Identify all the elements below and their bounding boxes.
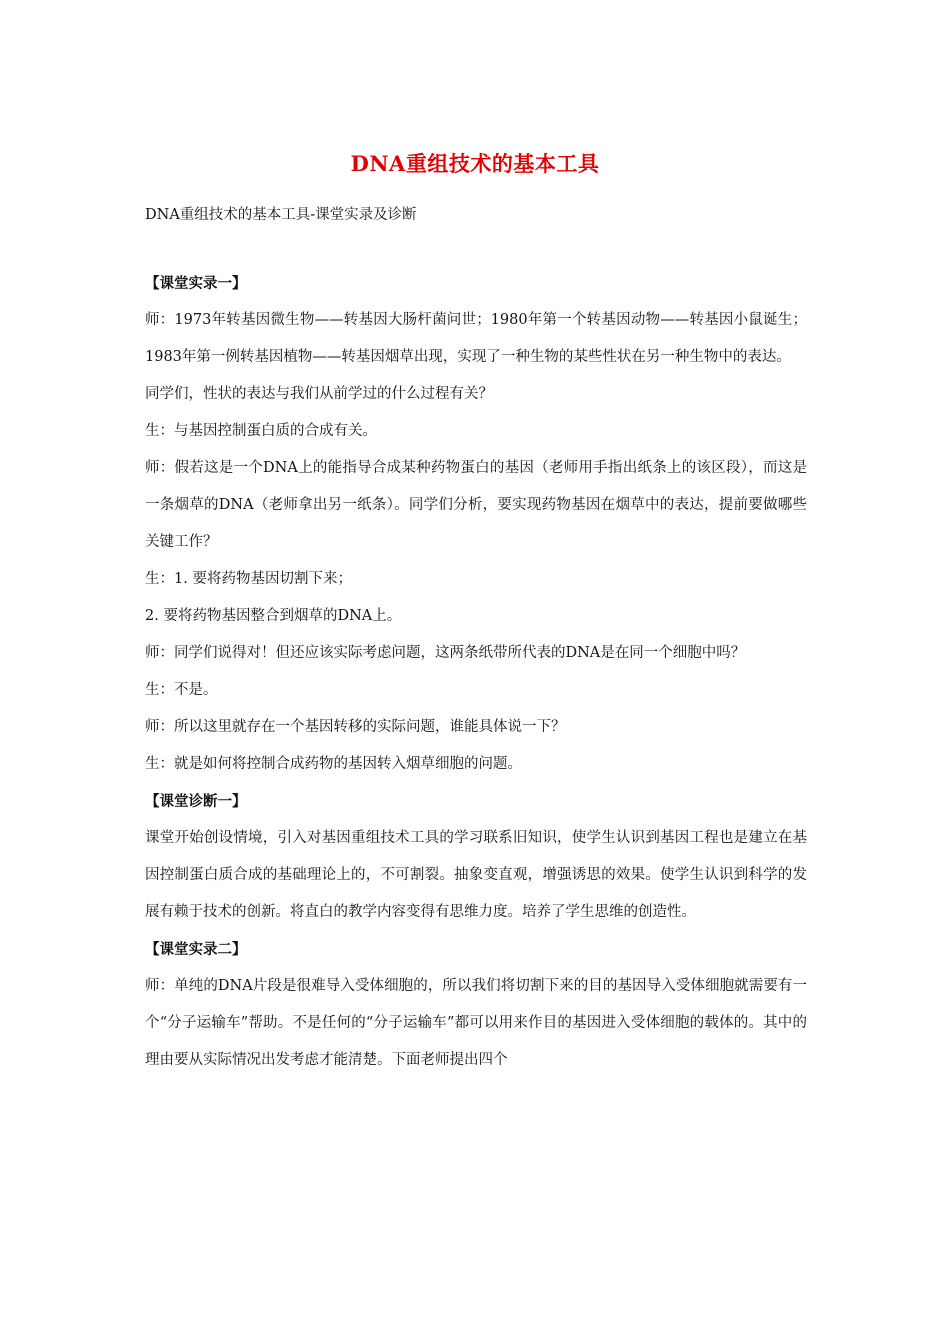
paragraph: 师：所以这里就存在一个基因转移的实际问题，谁能具体说一下？ xyxy=(145,719,566,735)
paragraph: 师：1973年转基因微生物——转基因大肠杆菌问世；1980年第一个转基因动物——转基因小鼠诞生；1983年第一例转基因植物——转基因烟草出现，实现了一种生物的某些性状在另一种生物中的表达。 xyxy=(145,312,807,365)
paragraph: 师：单纯的DNA片段是很难导入受体细胞的，所以我们将切割下来的目的基因导入受体细胞就需要有一个“分子运输车”帮助。不是任何的“分子运输车”都可以用来作目的基因进入受体细胞的载体的。其中的理由要从实际情况出发考虑才能清楚。下面老师提出四个 xyxy=(145,978,807,1068)
document-subtitle: DNA重组技术的基本工具-课堂实录及诊断 xyxy=(145,207,417,223)
section-heading: 【课堂诊断一】 xyxy=(145,793,247,810)
paragraph: 生：与基因控制蛋白质的合成有关。 xyxy=(145,423,377,439)
paragraph: 2. 要将药物基因整合到烟草的DNA上。 xyxy=(145,608,402,624)
section-heading: 【课堂实录一】 xyxy=(145,275,247,292)
paragraph: 同学们，性状的表达与我们从前学过的什么过程有关？ xyxy=(145,386,493,402)
paragraph: 课堂开始创设情境，引入对基因重组技术工具的学习联系旧知识，使学生认识到基因工程也是建立在基因控制蛋白质合成的基础理论上的，不可割裂。抽象变直观，增强诱思的效果。使学生认识到科学的发展有赖于技术的创新。将直白的教学内容变得有思维力度。培养了学生思维的创造性。 xyxy=(145,830,807,920)
paragraph: 师：假若这是一个DNA上的能指导合成某种药物蛋白的基因（老师用手指出纸条上的该区段），而这是一条烟草的DNA（老师拿出另一纸条）。同学们分析，要实现药物基因在烟草中的表达，提前要做哪些关键工作？ xyxy=(145,460,807,550)
paragraph: 师：同学们说得对！但还应该实际考虑问题，这两条纸带所代表的DNA是在同一个细胞中吗？ xyxy=(145,645,746,661)
paragraph: 生：1. 要将药物基因切割下来； xyxy=(145,571,352,587)
document-title: DNA重组技术的基本工具 xyxy=(350,151,600,176)
document-body xyxy=(145,265,807,1079)
section-heading: 【课堂实录二】 xyxy=(145,941,247,958)
paragraph: 生：不是。 xyxy=(145,682,218,698)
paragraph: 生：就是如何将控制合成药物的基因转入烟草细胞的问题。 xyxy=(145,756,522,772)
